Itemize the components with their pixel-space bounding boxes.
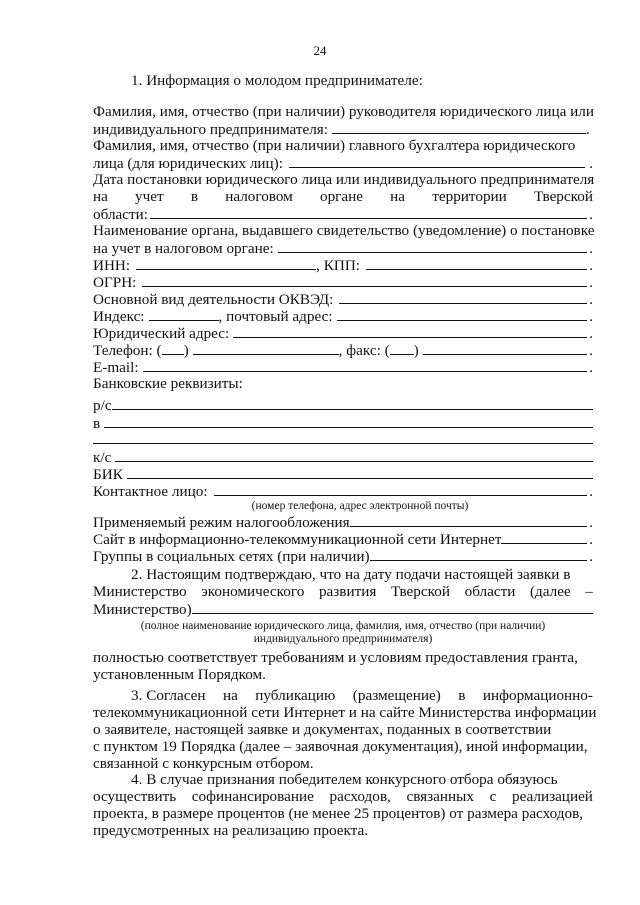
v-line <box>93 414 593 432</box>
phone-code-field[interactable] <box>162 341 184 355</box>
reg-date-word: Тверской <box>533 188 593 205</box>
section4-line2 <box>93 788 593 806</box>
organ-field[interactable] <box>278 239 588 253</box>
section2-text: 2. Настоящим подтверждаю, что на дату подачи настоящей заявки в <box>131 566 571 583</box>
email-label: E-mail: <box>93 359 139 376</box>
reg-date-field[interactable] <box>150 205 587 219</box>
fio-acc-field[interactable] <box>289 154 585 168</box>
bik-line <box>93 465 593 483</box>
bank-line <box>93 375 593 393</box>
okved-line: Основной вид деятельности ОКВЭД: . <box>93 291 593 308</box>
ks-field[interactable] <box>115 448 593 462</box>
section2-line4 <box>93 649 593 667</box>
inn-field[interactable] <box>136 256 316 270</box>
section2-text: установленным Порядком. <box>93 666 266 683</box>
social-field[interactable] <box>370 547 588 561</box>
kpp-label: , КПП: <box>316 257 361 274</box>
section4-word: реализацией <box>511 788 593 805</box>
fio-head-label-2: индивидуального предпринимателя: <box>93 121 328 138</box>
website-field[interactable] <box>501 530 587 544</box>
social-label: Группы в социальных сетях (при наличии) <box>93 548 370 565</box>
fio-acc-label-1: Фамилия, имя, отчество (при наличии) главного бухгалтера юридического <box>93 137 576 154</box>
section2-word: развития <box>318 583 377 600</box>
rs-label: р/с <box>93 397 112 414</box>
section4-text: проекта, в размере процентов (не менее 25 процентов) от размера расходов, <box>93 805 584 822</box>
section3-line3 <box>93 721 593 739</box>
section3-word: (размещение) <box>352 687 441 704</box>
organ-label-2: на учет в налоговом органе: <box>93 240 274 257</box>
section3-word: 3. Согласен <box>131 687 206 704</box>
phone-fax-line: Телефон: ( ) , факс: ( ) . <box>93 342 593 359</box>
legal-address-label: Юридический адрес: <box>93 325 230 342</box>
fio-acc-line2: лица (для юридических лиц): . <box>93 155 593 172</box>
organ-label-1: Наименование органа, выдавшего свидетельство (уведомление) о постановке <box>93 222 595 239</box>
fio-head-line2: индивидуального предпринимателя: . <box>93 121 590 138</box>
organ-line2: на учет в налоговом органе: . <box>93 240 593 257</box>
ogrn-label: ОГРН: <box>93 274 137 291</box>
reg-date-word: учет <box>135 188 164 205</box>
inn-kpp-line: ИНН: , КПП: . <box>93 257 593 274</box>
section2-word: Тверской <box>390 583 450 600</box>
section2-word: (далее <box>530 583 571 600</box>
page-number: 24 <box>313 43 327 58</box>
section4-word: осуществить <box>93 788 177 805</box>
website-line: Сайт в информационно-телекоммуникационной сети Интернет . <box>93 531 593 548</box>
section2-word: области <box>464 583 516 600</box>
v-field-continuation[interactable] <box>93 443 593 444</box>
email-line: E-mail: . <box>93 359 593 376</box>
reg-date-line1 <box>93 171 593 189</box>
section2-text: полностью соответствует требованиям и условиям предоставления гранта, <box>93 649 578 666</box>
section4-text: предусмотренных на реализацию проекта. <box>93 822 369 839</box>
applicant-name-note-2: индивидуального предпринимателя) <box>253 633 433 645</box>
phone-label: Телефон: ( <box>93 342 162 359</box>
postal-field[interactable] <box>337 307 588 321</box>
section4-line1 <box>93 771 593 789</box>
section3-word: в <box>458 687 466 704</box>
fio-head-label-1: Фамилия, имя, отчество (при наличии) руководителя юридического лица или <box>93 103 594 120</box>
email-field[interactable] <box>143 358 588 372</box>
reg-date-word: в <box>190 188 199 205</box>
index-field[interactable] <box>149 307 219 321</box>
reg-date-label-1: Дата постановки юридического лица или индивидуального предпринимателя <box>93 171 595 188</box>
legal-address-field[interactable] <box>233 324 587 338</box>
section3-word: публикацию <box>255 687 336 704</box>
section4-word: связанных <box>406 788 474 805</box>
rs-line <box>93 396 593 414</box>
section3-text: с пунктом 19 Порядка (далее – заявочная документация), иной информации, <box>93 738 588 755</box>
v-label: в <box>93 415 101 432</box>
section2-line2 <box>93 583 593 601</box>
section3-text: телекоммуникационной сети Интернет и на сайте Министерства информации <box>93 704 597 721</box>
reg-date-word: органе <box>319 188 363 205</box>
contact-field[interactable] <box>214 482 588 496</box>
social-line: Группы в социальных сетях (при наличии) . <box>93 548 593 565</box>
section2-line1 <box>93 566 593 584</box>
contact-note: (номер телефона, адрес электронной почты) <box>251 500 469 512</box>
rs-field[interactable] <box>112 396 593 410</box>
section3-word: на <box>222 687 238 704</box>
contact-label: Контактное лицо: <box>93 483 208 500</box>
bik-label: БИК <box>93 466 123 483</box>
section1-heading-line <box>93 72 593 90</box>
phone-field[interactable] <box>193 341 339 355</box>
fio-head-field[interactable] <box>332 120 586 134</box>
ks-label: к/с <box>93 449 112 466</box>
section2-line3 <box>93 600 593 618</box>
reg-date-line2 <box>93 188 593 206</box>
section3-line1 <box>131 687 593 705</box>
ogrn-line: ОГРН: . <box>93 274 593 291</box>
okved-label: Основной вид деятельности ОКВЭД: <box>93 291 334 308</box>
section2-line5 <box>93 666 593 684</box>
reg-date-word: на <box>390 188 406 205</box>
postal-label: , почтовый адрес: <box>218 308 333 325</box>
fio-acc-label-2: лица (для юридических лиц): <box>93 155 283 172</box>
section1-heading: 1. Информация о молодом предпринимателе: <box>131 72 423 89</box>
bik-field[interactable] <box>127 465 593 479</box>
section3-line4 <box>93 738 593 756</box>
reg-date-word: территории <box>432 188 507 205</box>
inn-label: ИНН: <box>93 257 131 274</box>
section2-word: Министерство <box>93 583 187 600</box>
fax-field[interactable] <box>423 341 587 355</box>
section4-word: софинансирование <box>191 788 314 805</box>
bank-label: Банковские реквизиты: <box>93 375 243 392</box>
tax-regime-field[interactable] <box>350 513 588 527</box>
section3-line2 <box>93 704 597 722</box>
legal-address-line: Юридический адрес: . <box>93 325 593 342</box>
tax-regime-line: Применяемый режим налогообложения . <box>93 514 593 531</box>
section4-line3 <box>93 805 593 823</box>
reg-date-label-3: области: <box>93 206 148 223</box>
reg-date-word: налоговом <box>225 188 293 205</box>
fio-head-line1 <box>93 103 593 121</box>
section3-word: информационно- <box>482 687 593 704</box>
index-label: Индекс: <box>93 308 145 325</box>
section2-word: экономического <box>201 583 305 600</box>
tax-regime-label: Применяемый режим налогообложения <box>93 514 350 531</box>
v-field[interactable] <box>104 414 593 428</box>
section3-text: о заявителе, настоящей заявке и документах, поданных в соответствии <box>93 721 552 738</box>
website-label: Сайт в информационно-телекоммуникационной сети Интернет <box>93 531 502 548</box>
section3-text: связанной с конкурсным отбором. <box>93 755 314 772</box>
index-postal-line: Индекс: , почтовый адрес: . <box>93 308 593 325</box>
applicant-name-field[interactable] <box>192 600 593 614</box>
section2-text: Министерство) <box>93 601 192 618</box>
applicant-name-note-1: (полное наименование юридического лица, фамилия, имя, отчество (при наличии) <box>140 620 546 632</box>
fax-label: , факс: ( <box>338 342 390 359</box>
fax-code-field[interactable] <box>390 341 414 355</box>
section4-text: 4. В случае признания победителем конкурсного отбора обязуюсь <box>131 771 558 788</box>
ogrn-field[interactable] <box>142 273 587 287</box>
contact-line: Контактное лицо: . <box>93 483 593 500</box>
section4-line4 <box>93 822 593 840</box>
section4-word: с <box>489 788 497 805</box>
fio-acc-line1 <box>93 137 593 155</box>
ks-line <box>93 448 593 466</box>
reg-date-line3: области: . <box>93 206 593 223</box>
organ-line1 <box>93 222 593 240</box>
okved-field[interactable] <box>339 290 587 304</box>
section4-word: расходов, <box>329 788 391 805</box>
reg-date-word: на <box>93 188 108 205</box>
section2-word: – <box>585 583 593 600</box>
kpp-field[interactable] <box>366 256 587 270</box>
